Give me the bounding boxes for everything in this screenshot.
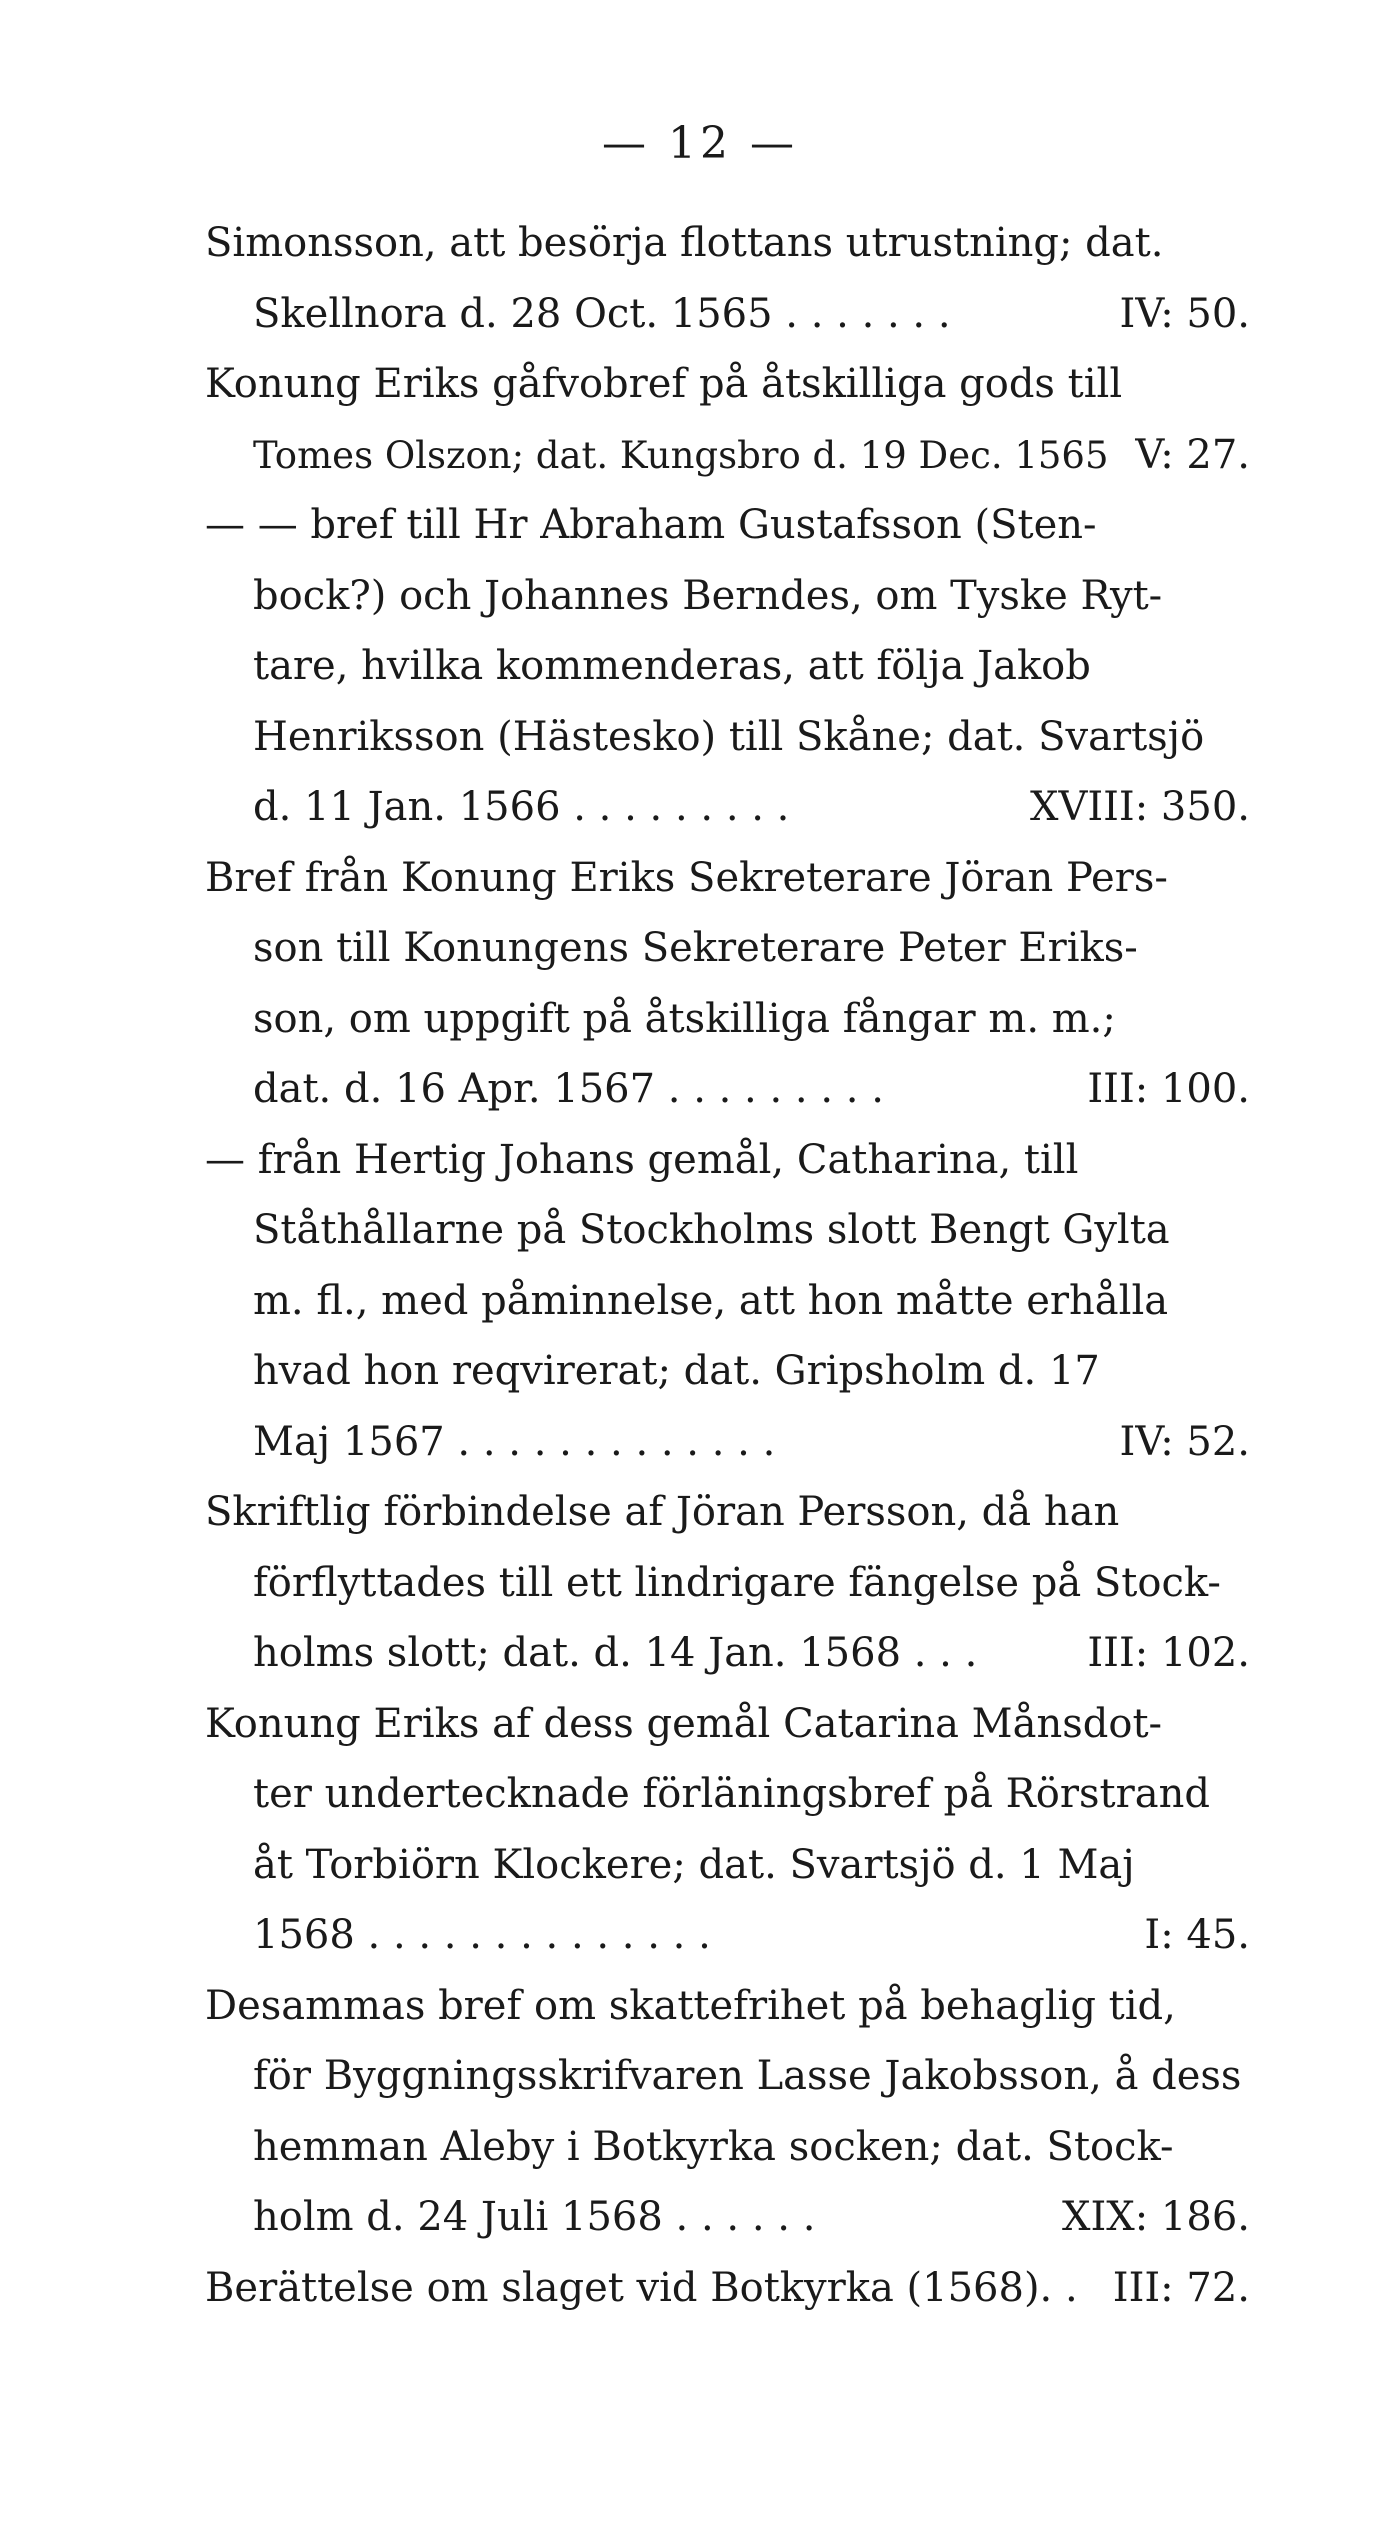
register-line (205, 772, 1250, 843)
register-entries (205, 208, 1250, 2323)
register-line (205, 702, 1250, 773)
line-text: ter undertecknade förläningsbref på Rörstrand (253, 1771, 1210, 1817)
line-text: tare, hvilka kommenderas, att följa Jakob (253, 643, 1091, 689)
register-line (205, 1336, 1250, 1407)
volume-page-reference: IV: 50. (1119, 290, 1250, 337)
register-line (205, 1054, 1250, 1125)
register-line (205, 1195, 1250, 1266)
line-text: d. 11 Jan. 1566 . . . . . . . . . (253, 784, 790, 830)
volume-page-reference: V: 27. (1135, 431, 1250, 478)
page-number: — 12 — (602, 118, 798, 169)
volume-page-reference: XVIII: 350. (1029, 784, 1250, 830)
line-text: Henriksson (Hästesko) till Skåne; dat. Svartsjö (253, 713, 1205, 760)
line-text: Skriftlig förbindelse af Jöran Persson, då han (205, 1489, 1120, 1535)
register-line (205, 2112, 1250, 2183)
volume-page-reference: III: 100. (1087, 1066, 1250, 1112)
register-line (205, 1548, 1250, 1619)
register-line (205, 1830, 1250, 1901)
line-text: — från Hertig Johans gemål, Catharina, till (205, 1136, 1079, 1183)
register-line (205, 1477, 1250, 1548)
volume-page-reference: III: 72. (1112, 2264, 1250, 2311)
line-text: 1568 . . . . . . . . . . . . . . (253, 1912, 711, 1958)
line-text: bock?) och Johannes Berndes, om Tyske Ryt- (253, 572, 1163, 619)
line-text: hvad hon reqvirerat; dat. Gripsholm d. 17 (253, 1348, 1100, 1394)
register-line (205, 1900, 1250, 1971)
line-text: för Byggningsskrifvaren Lasse Jakobsson, å dess (253, 2053, 1242, 2099)
register-line (205, 490, 1250, 561)
register-line (205, 843, 1250, 914)
volume-page-reference: I: 45. (1144, 1912, 1250, 1958)
line-text: holm d. 24 Juli 1568 . . . . . . (253, 2194, 816, 2240)
register-line (205, 420, 1250, 491)
register-line (205, 1759, 1250, 1830)
line-text: hemman Aleby i Botkyrka socken; dat. Stock- (253, 2123, 1174, 2170)
line-text: dat. d. 16 Apr. 1567 . . . . . . . . . (253, 1066, 884, 1112)
register-line (205, 2041, 1250, 2112)
register-line (205, 2253, 1250, 2324)
register-line (205, 1618, 1250, 1689)
line-text: — — bref till Hr Abraham Gustafsson (Sten- (205, 502, 1097, 548)
register-line (205, 1407, 1250, 1478)
line-text: Maj 1567 . . . . . . . . . . . . . (253, 1418, 776, 1465)
volume-page-reference: III: 102. (1087, 1630, 1250, 1676)
line-text: förflyttades till ett lindrigare fängelse på Stock- (253, 1559, 1221, 1606)
register-line (205, 1689, 1250, 1760)
line-text: åt Torbiörn Klockere; dat. Svartsjö d. 1 Maj (253, 1841, 1135, 1888)
register-line (205, 913, 1250, 984)
volume-page-reference: XIX: 186. (1061, 2194, 1250, 2240)
line-text: Desammas bref om skattefrihet på behaglig tid, (205, 1982, 1176, 2029)
register-line (205, 208, 1250, 279)
register-line (205, 631, 1250, 702)
register-line (205, 2182, 1250, 2253)
line-text: Simonsson, att besörja flottans utrustning; dat. (205, 220, 1164, 266)
line-text: Konung Eriks af dess gemål Catarina Månsdot- (205, 1700, 1163, 1747)
line-text: Ståthållarne på Stockholms slott Bengt Gylta (253, 1207, 1170, 1253)
line-text: Tomes Olszon; dat. Kungsbro d. 19 Dec. 1565 (253, 433, 1109, 477)
line-text: Skellnora d. 28 Oct. 1565 . . . . . . . (253, 290, 951, 337)
line-text: Konung Eriks gåfvobref på åtskilliga gods till (205, 361, 1123, 407)
volume-page-reference: IV: 52. (1119, 1418, 1250, 1465)
register-line (205, 984, 1250, 1055)
register-line (205, 279, 1250, 350)
line-text: Bref från Konung Eriks Sekreterare Jöran Pers- (205, 854, 1168, 901)
line-text: Berättelse om slaget vid Botkyrka (1568). . (205, 2264, 1078, 2311)
line-text: son till Konungens Sekreterare Peter Eriks- (253, 925, 1138, 971)
register-line (205, 561, 1250, 632)
line-text: son, om uppgift på åtskilliga fångar m. m.; (253, 995, 1116, 1042)
line-text: holms slott; dat. d. 14 Jan. 1568 . . . (253, 1630, 978, 1676)
register-line (205, 1266, 1250, 1337)
register-line (205, 1125, 1250, 1196)
line-text: m. fl., med påminnelse, att hon måtte erhålla (253, 1277, 1169, 1324)
register-line (205, 1971, 1250, 2042)
register-line (205, 349, 1250, 420)
